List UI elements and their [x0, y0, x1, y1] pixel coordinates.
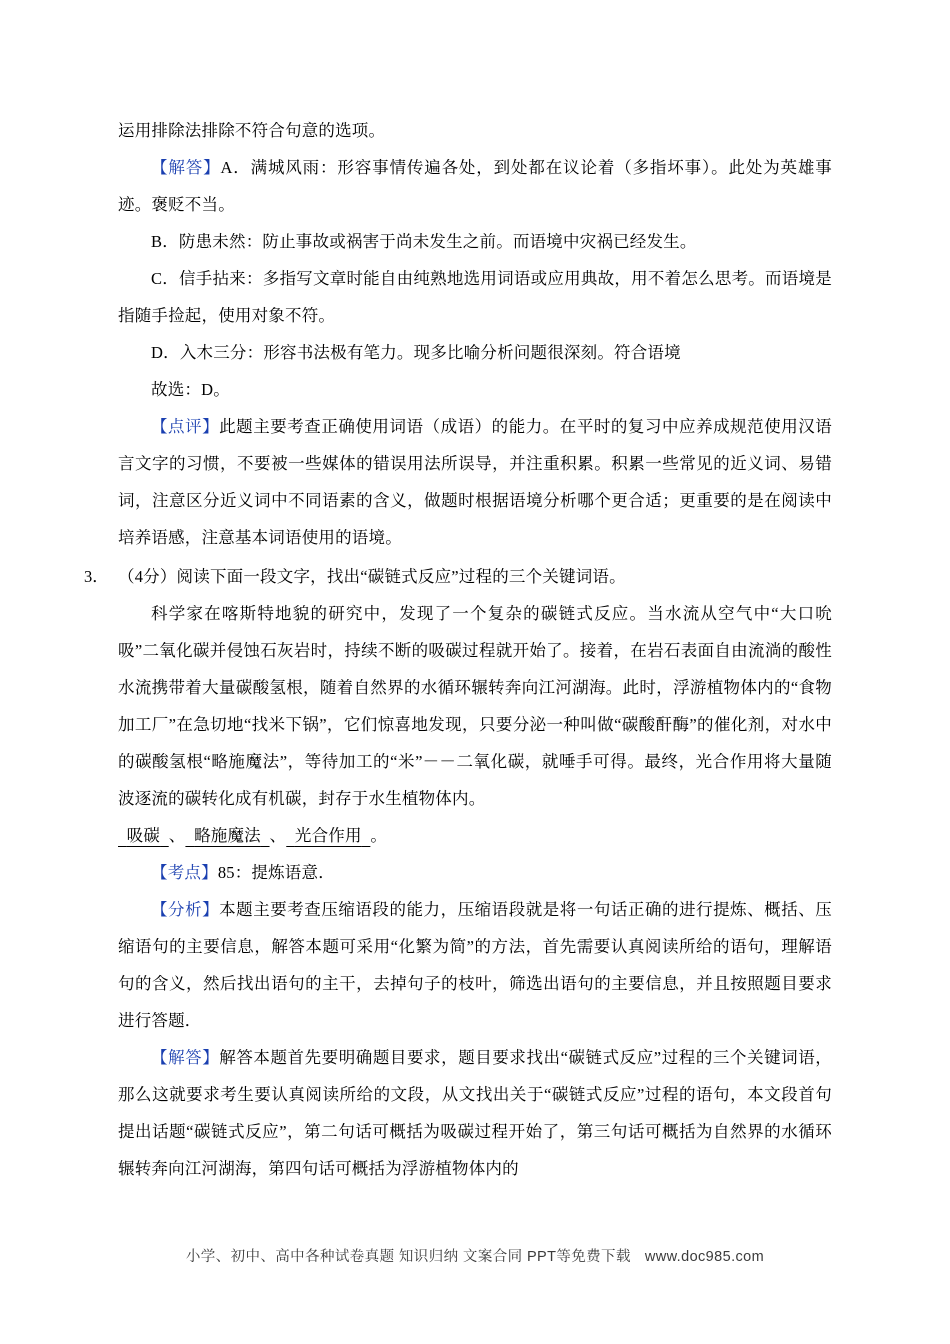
footer-site: www.doc985.com [644, 1249, 765, 1265]
paragraph-answer-2 [118, 149, 832, 223]
paragraph-option-c: C．信手拈来：多指写文章时能自由纯熟地选用词语或应用典故，用不着怎么思考。而语境是指随手捡起，使用对象不符。 [118, 269, 832, 325]
answer-blank-1: 吸碳 [126, 826, 161, 845]
question-3-answer-line [118, 817, 832, 854]
fenxi-tag: 【分析】 [151, 900, 220, 919]
comment-tag: 【点评】 [151, 417, 220, 436]
question-3-jieda [118, 1039, 832, 1187]
jieda-text: 解答本题首先要明确题目要求，题目要求找出“碳链式反应”过程的三个关键词语，那么这就要求考生要认真阅读所给的文段，从文找出关于“碳链式反应”过程的语句，本文段首句提出话题“碳链式反应”，第二句话可概括为吸碳过程开始了，第三句话可概括为自然界的水循环辗转奔向江河湖海，第四句话可概括为浮游植物体内的 [118, 1048, 832, 1178]
answer-tag: 【解答】 [151, 158, 221, 177]
footer-text: 小学、初中、高中各种试卷真题 知识归纳 文案合同 PPT等免费下载 [185, 1249, 631, 1265]
question-3-title: （4分）阅读下面一段文字，找出“碳链式反应”过程的三个关键词语。 [118, 567, 626, 586]
question-3 [84, 558, 832, 1187]
fenxi-text: 本题主要考查压缩语段的能力，压缩语段就是将一句话正确的进行提炼、概括、压缩语句的主要信息，解答本题可采用“化繁为简”的方法，首先需要认真阅读所给的语句，理解语句的含义，然后找出语句的主干，去掉句子的枝叶，筛选出语句的主要信息，并且按照题目要求进行答题． [118, 900, 832, 1030]
paragraph-choose: 故选：D。 [151, 380, 230, 399]
jieda-tag: 【解答】 [151, 1048, 220, 1067]
answer-end: 。 [370, 826, 388, 845]
comment-text: 此题主要考查正确使用词语（成语）的能力。在平时的复习中应养成规范使用汉语言文字的习惯，不要被一些媒体的错误用法所误导，并注重积累。积累一些常见的近义词、易错词，注意区分近义词中不同语素的含义，做题时根据语境分析哪个更合适；更重要的是在阅读中培养语感，注意基本词语使用的语境。 [118, 417, 832, 547]
question-3-fenxi [118, 891, 832, 1039]
question-3-number: 3． [84, 567, 109, 586]
answer-blank-2: 略施魔法 [194, 826, 261, 845]
paragraph-intro: 运用排除法排除不符合句意的选项。 [118, 121, 386, 140]
answer-sep-1: 、 [168, 826, 186, 845]
answer-blank-3: 光合作用 [294, 826, 362, 845]
paragraph-comment-2 [118, 408, 832, 556]
page-footer [0, 1245, 950, 1266]
paragraph-option-d: D．入木三分：形容书法极有笔力。现多比喻分析问题很深刻。符合语境 [151, 343, 681, 362]
paragraph-option-b: B．防患未然：防止事故或祸害于尚未发生之前。而语境中灾祸已经发生。 [151, 232, 697, 251]
answer-text: A．满城风雨：形容事情传遍各处，到处都在议论着（多指坏事）。此处为英雄事迹。褒贬不当。 [118, 158, 832, 214]
answer-sep-2: 、 [269, 826, 287, 845]
question-3-kaodian [118, 854, 832, 891]
kaodian-text: 85：提炼语意． [217, 863, 335, 882]
question-3-body: 科学家在喀斯特地貌的研究中，发现了一个复杂的碳链式反应。当水流从空气中“大口吮吸”二氧化碳并侵蚀石灰岩时，持续不断的吸碳过程就开始了。接着，在岩石表面自由流淌的酸性水流携带着大量碳酸氢根，随着自然界的水循环辗转奔向江河湖海。此时，浮游植物体内的“食物加工厂”在急切地“找米下锅”，它们惊喜地发现，只要分泌一种叫做“碳酸酐酶”的催化剂，对水中的碳酸氢根“略施魔法”，等待加工的“米”－－二氧化碳，就唾手可得。最终，光合作用将大量随波逐流的碳转化成有机碳，封存于水生植物体内。 [118, 604, 832, 808]
kaodian-tag: 【考点】 [151, 863, 218, 882]
